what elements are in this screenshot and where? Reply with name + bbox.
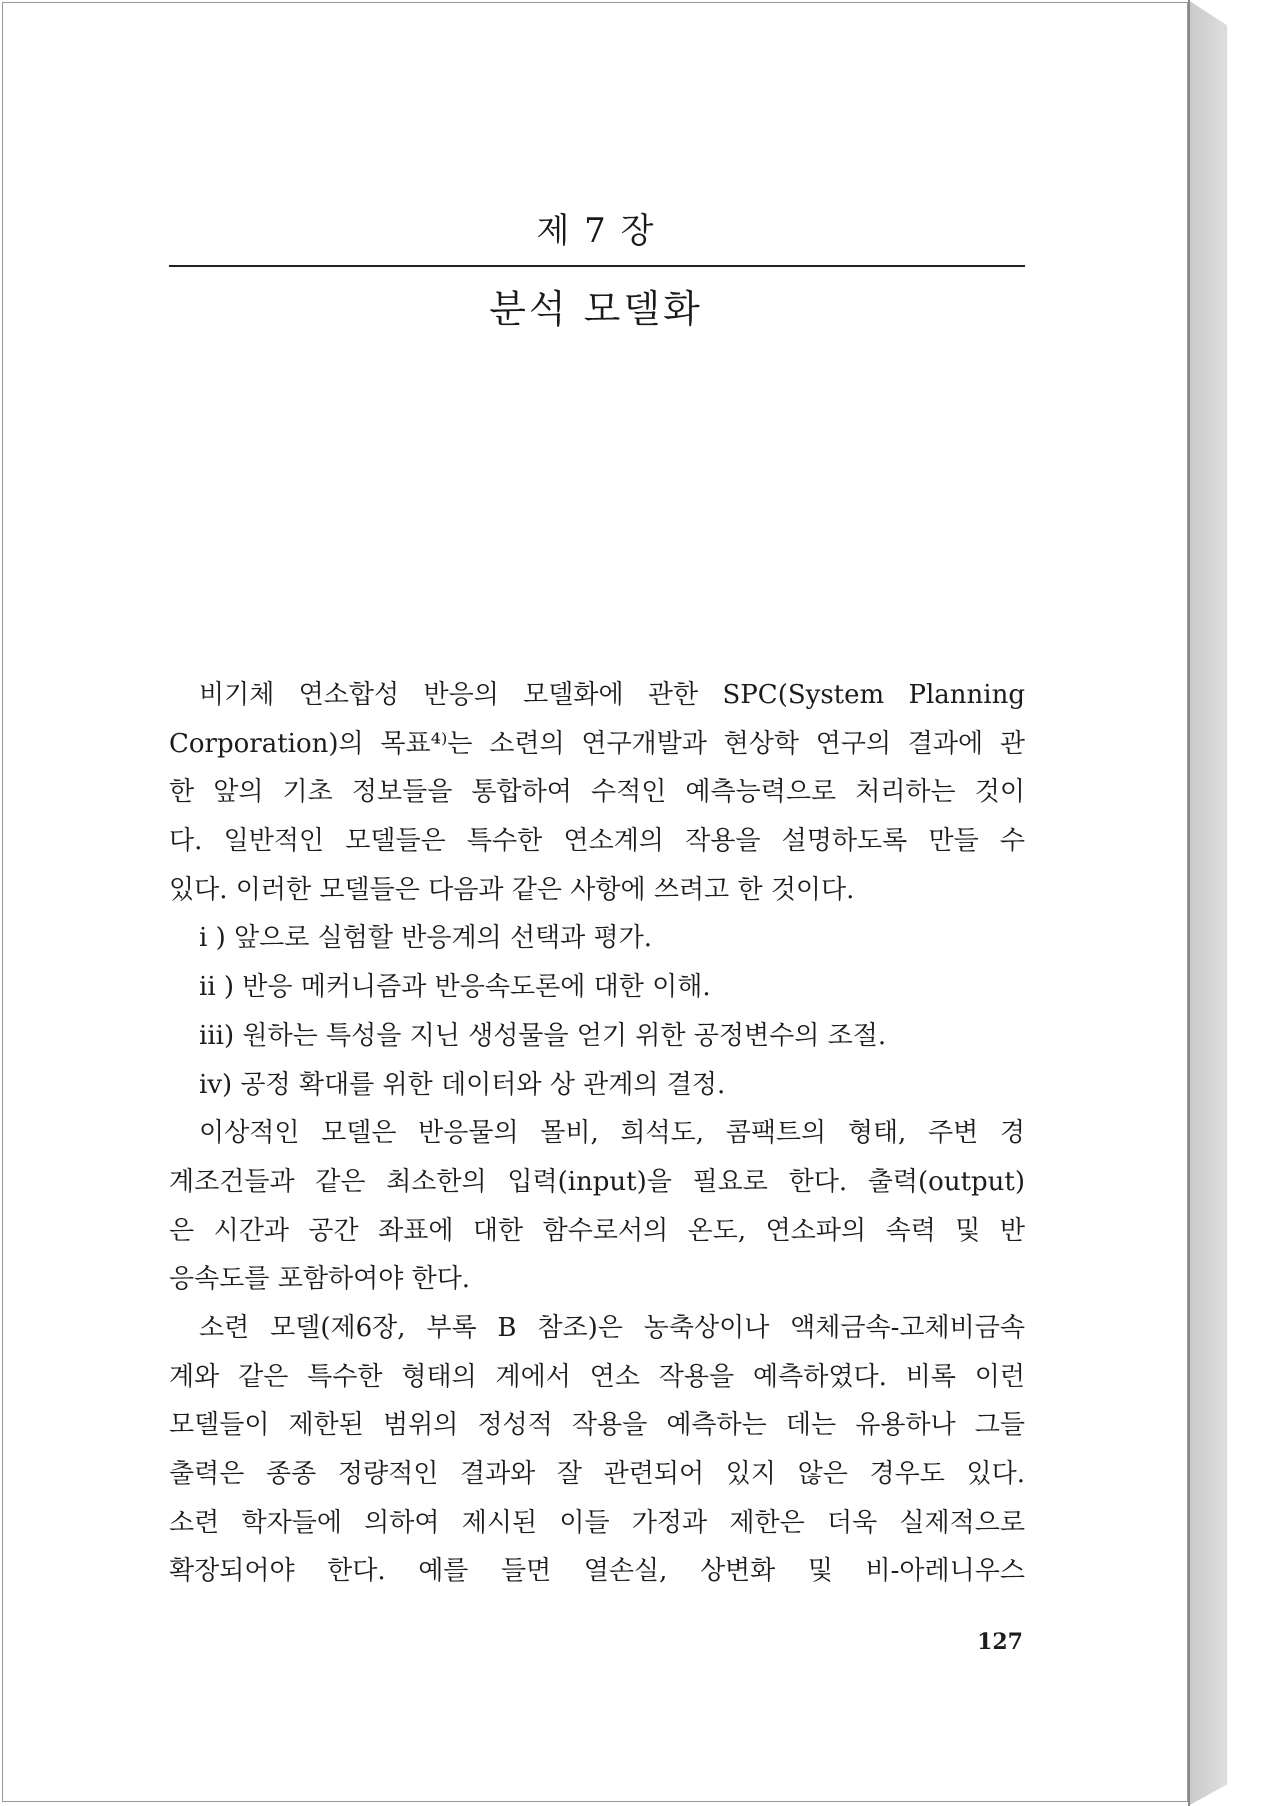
list-item: iv) 공정 확대를 위한 데이터와 상 관계의 결정.	[199, 1069, 726, 1100]
list-item: i ) 앞으로 실험할 반응계의 선택과 평가.	[199, 923, 653, 954]
chapter-divider	[169, 265, 1025, 267]
book-page	[2, 2, 1188, 1802]
text-line: 확장되어야 한다. 예를 들면 열손실, 상변화 및 비-아레니우스	[169, 1556, 1025, 1587]
text-line: 있다. 이러한 모델들은 다음과 같은 사항에 쓰려고 한 것이다.	[169, 874, 855, 905]
text-line: 다. 일반적인 모델들은 특수한 연소계의 작용을 설명하도록 만들 수	[169, 826, 1025, 857]
text-line: 계와 같은 특수한 형태의 계에서 연소 작용을 예측하였다. 비록 이런	[169, 1361, 1025, 1392]
text-line: 응속도를 포함하여야 한다.	[169, 1264, 471, 1295]
text-line: 모델들이 제한된 범위의 정성적 작용을 예측하는 데는 유용하나 그들	[169, 1410, 1025, 1441]
page-number: 127	[977, 1629, 1023, 1655]
text-line: 소련 모델(제6장, 부록 B 참조)은 농축상이나 액체금속-고체비금속	[199, 1312, 1025, 1343]
book-edge-line	[1188, 0, 1190, 1806]
chapter-label: 제 7 장	[536, 211, 656, 251]
text-line: 출력은 종종 정량적인 결과와 잘 관련되어 있지 않은 경우도 있다.	[169, 1459, 1025, 1489]
text-line: 비기체 연소합성 반응의 모델화에 관한 SPC(System Planning	[199, 680, 1025, 710]
list-item: iii) 원하는 특성을 지닌 생성물을 얻기 위한 공정변수의 조절.	[199, 1020, 887, 1051]
text-line: Corporation)의 목표⁴⁾는 소련의 연구개발과 현상학 연구의 결과에 관	[169, 728, 1025, 759]
text-line: 이상적인 모델은 반응물의 몰비, 희석도, 콤팩트의 형태, 주변 경	[199, 1118, 1025, 1149]
body-text	[169, 671, 1025, 1596]
chapter-title: 분석 모델화	[489, 287, 703, 331]
list-item: ii ) 반응 메커니즘과 반응속도론에 대한 이해.	[199, 972, 711, 1003]
text-line: 은 시간과 공간 좌표에 대한 함수로서의 온도, 연소파의 속력 및 반	[169, 1215, 1025, 1246]
text-line: 소련 학자들에 의하여 제시된 이들 가정과 제한은 더욱 실제적으로	[169, 1507, 1025, 1538]
text-line: 계조건들과 같은 최소한의 입력(input)을 필요로 한다. 출력(output)	[169, 1166, 1025, 1197]
text-line: 한 앞의 기초 정보들을 통합하여 수적인 예측능력으로 처리하는 것이	[169, 777, 1025, 808]
book-spine-edge	[1188, 0, 1273, 1806]
